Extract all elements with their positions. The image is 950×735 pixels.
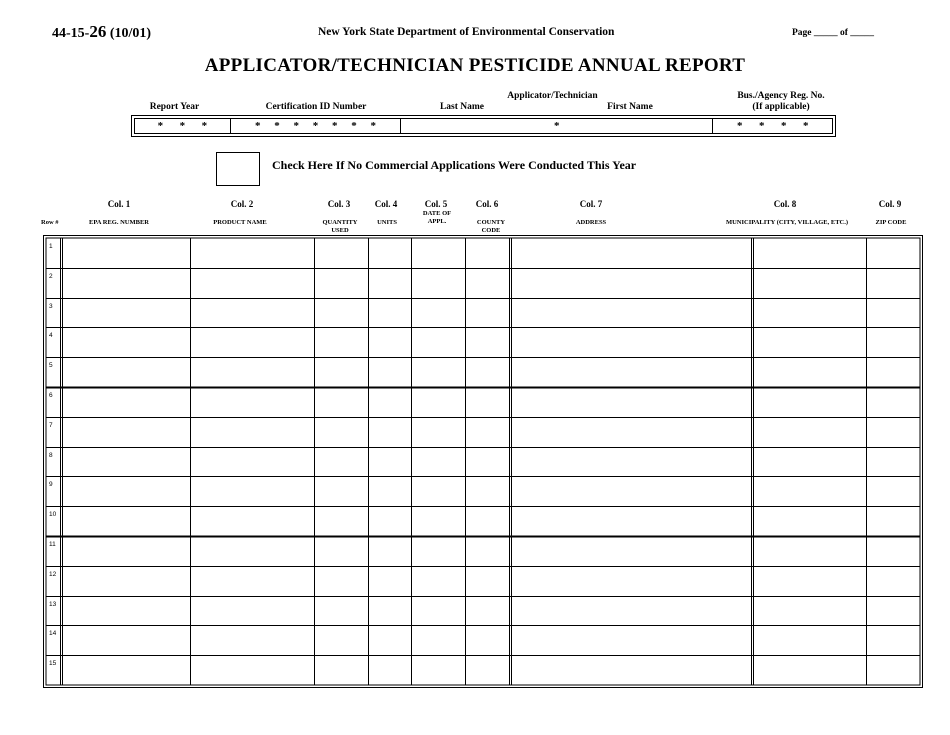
- form-revision: (10/01): [106, 26, 152, 41]
- col7-heading: ADDRESS: [575, 219, 607, 226]
- report-year-marks: * * *: [157, 120, 208, 132]
- department-name: New York State Department of Environmental Conservation: [318, 26, 615, 38]
- form-number: [52, 22, 151, 42]
- col4-heading: UNITS: [377, 219, 397, 226]
- row-number-heading: Row #: [41, 219, 59, 226]
- row-number: 4: [49, 332, 53, 340]
- row-number: 7: [49, 421, 53, 429]
- applicator-technician-label: Applicator/Technician: [507, 91, 598, 101]
- col8-heading: MUNICIPALITY (CITY, VILLAGE, ETC.): [725, 219, 849, 226]
- row-number: 15: [49, 660, 57, 668]
- first-name-label: First Name: [607, 102, 653, 112]
- report-year-field[interactable]: [135, 119, 231, 133]
- row-number: 3: [49, 302, 53, 310]
- col9-heading: ZIP CODE: [875, 219, 907, 226]
- certification-id-label: Certification ID Number: [265, 102, 367, 112]
- header-entry-box: [131, 115, 836, 137]
- row-number: 2: [49, 272, 53, 280]
- row-number: 13: [49, 600, 57, 608]
- col1-number: Col. 1: [107, 199, 131, 209]
- last-name-label: Last Name: [439, 102, 485, 112]
- row-number: 10: [49, 511, 57, 519]
- page-of-field[interactable]: Page _____ of _____: [792, 28, 875, 38]
- col5-heading: DATE OF APPL.: [422, 210, 452, 225]
- col3-heading: QUANTITY USED: [322, 219, 358, 234]
- report-year-label: Report Year: [149, 102, 200, 112]
- col8-number: Col. 8: [773, 199, 797, 209]
- no-applications-checkbox[interactable]: [216, 152, 260, 186]
- table-grid: [44, 236, 922, 687]
- row-number: 14: [49, 630, 57, 638]
- form-number-prefix: 44-15-: [52, 26, 90, 41]
- applicator-name-field[interactable]: [401, 119, 713, 133]
- col5-number: Col. 5: [424, 199, 448, 209]
- col7-number: Col. 7: [579, 199, 603, 209]
- certification-marks: * * * * * * *: [254, 120, 376, 132]
- bus-agency-note: (If applicable): [752, 102, 810, 112]
- certification-id-field[interactable]: [231, 119, 402, 133]
- applications-table: [43, 235, 923, 688]
- col6-heading: COUNTY CODE: [476, 219, 506, 234]
- col2-number: Col. 2: [230, 199, 254, 209]
- row-number: 12: [49, 570, 57, 578]
- no-applications-label: Check Here If No Commercial Applications Were Conducted This Year: [272, 158, 637, 172]
- col9-number: Col. 9: [878, 199, 902, 209]
- form-title: APPLICATOR/TECHNICIAN PESTICIDE ANNUAL REPORT: [204, 55, 746, 76]
- row-number: 9: [49, 481, 53, 489]
- table-inner-frame: [46, 238, 920, 685]
- bus-agency-field[interactable]: [713, 119, 832, 133]
- bus-agency-marks: * * * *: [736, 120, 809, 132]
- col1-heading: EPA REG. NUMBER: [88, 219, 149, 226]
- col2-heading: PRODUCT NAME: [213, 219, 267, 226]
- row-number: 6: [49, 392, 53, 399]
- form-number-big: 26: [89, 22, 107, 41]
- row-number: 1: [49, 243, 53, 250]
- row-number: 5: [49, 362, 53, 370]
- bus-agency-label: Bus./Agency Reg. No.: [737, 91, 825, 101]
- col3-number: Col. 3: [327, 199, 351, 209]
- col4-number: Col. 4: [374, 199, 398, 209]
- name-marks: *: [554, 120, 560, 132]
- row-number: 11: [49, 541, 56, 548]
- col6-number: Col. 6: [475, 199, 499, 209]
- row-number: 8: [49, 451, 53, 459]
